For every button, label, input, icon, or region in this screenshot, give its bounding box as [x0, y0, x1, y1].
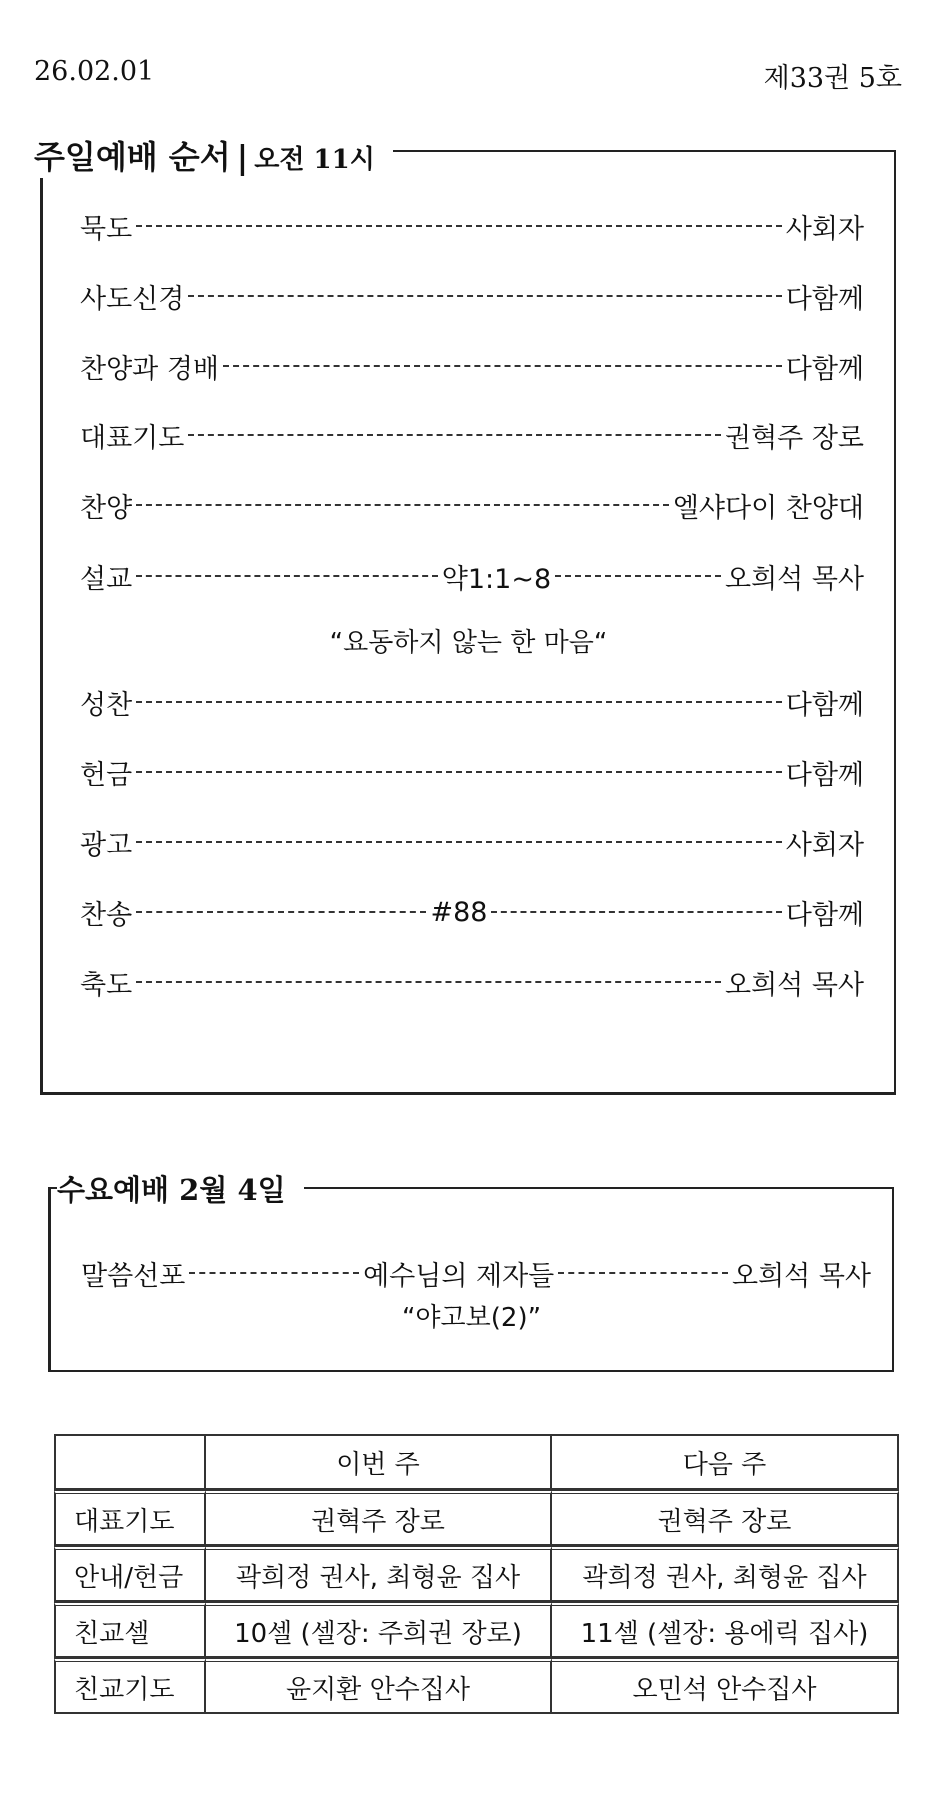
section-title-text: 주일예배 순서: [34, 138, 231, 176]
dotted-leader: [136, 841, 782, 843]
dotted-leader: [136, 225, 782, 227]
dotted-leader: [555, 575, 721, 577]
order-item-label: 대표기도: [80, 422, 185, 454]
order-item: [80, 682, 864, 722]
scripture-reference: 약1:1~8: [441, 563, 552, 595]
table-row: [54, 1490, 899, 1546]
dotted-leader: [136, 771, 782, 773]
order-item-leader: 사회자: [785, 829, 864, 861]
row-label: 친교기도: [54, 1658, 206, 1714]
order-item-leader: 다함께: [785, 353, 864, 385]
order-item-label: 성찬: [80, 689, 133, 721]
order-item-label: 설교: [80, 563, 133, 595]
order-item: [80, 822, 864, 862]
hymn-number: #88: [430, 896, 488, 928]
table-cell: 11셀 (셀장: 용에릭 집사): [552, 1602, 899, 1658]
dotted-leader: [136, 575, 438, 577]
order-item-label: 찬양: [80, 492, 133, 524]
sermon-title: “요동하지 않는 한 마음“: [329, 628, 608, 658]
order-item-label: 헌금: [80, 759, 133, 791]
dotted-leader: [491, 911, 781, 913]
bulletin-date: 26.02.01: [34, 56, 155, 87]
table-header-next-week: 다음 주: [552, 1434, 899, 1490]
order-item-label: 찬송: [80, 899, 133, 931]
service-time: 오전 11시: [254, 145, 375, 175]
order-item-leader: 다함께: [785, 899, 864, 931]
sunday-service-box: [40, 150, 896, 1095]
table-header-cell: [54, 1434, 206, 1490]
row-label: 안내/헌금: [54, 1546, 206, 1602]
order-item: [80, 206, 864, 246]
order-item: [80, 276, 864, 316]
table-cell: 권혁주 장로: [552, 1490, 899, 1546]
row-label: 친교셀: [54, 1602, 206, 1658]
order-item-label: 축도: [80, 969, 133, 1001]
table-header-row: [54, 1434, 899, 1490]
wednesday-item: [81, 1253, 871, 1293]
title-separator: |: [236, 138, 249, 176]
dotted-leader: [188, 434, 721, 436]
dotted-leader: [136, 701, 782, 703]
order-item: [80, 415, 864, 455]
order-item-leader: 다함께: [785, 759, 864, 791]
table-row: [54, 1602, 899, 1658]
order-item-hymn: [80, 892, 864, 932]
wednesday-service-title: [57, 1168, 304, 1209]
dotted-leader: [223, 365, 782, 367]
order-item-sermon: [80, 556, 864, 596]
order-item-leader: 다함께: [785, 283, 864, 315]
table-header-this-week: 이번 주: [206, 1434, 552, 1490]
dotted-leader: [188, 295, 781, 297]
order-item-label: 사도신경: [80, 283, 185, 315]
table-row: [54, 1658, 899, 1714]
sermon-topic: 예수님의 제자들: [363, 1260, 555, 1292]
order-item-leader: 엘샤다이 찬양대: [672, 492, 864, 524]
sunday-service-title: [34, 132, 393, 178]
dotted-leader: [558, 1272, 728, 1274]
table-cell: 곽희정 권사, 최형윤 집사: [552, 1546, 899, 1602]
section-title-text: 수요예배 2월 4일: [57, 1173, 286, 1207]
order-item: [80, 485, 864, 525]
order-item-label: 광고: [80, 829, 133, 861]
row-label: 대표기도: [54, 1490, 206, 1546]
order-item: [80, 346, 864, 386]
order-item: [80, 962, 864, 1002]
table-cell: 10셀 (셀장: 주희권 장로): [206, 1602, 552, 1658]
wednesday-sermon-title: “야고보(2)”: [401, 1303, 542, 1333]
dotted-leader: [136, 981, 721, 983]
dotted-leader: [136, 504, 669, 506]
dotted-leader: [136, 911, 426, 913]
order-item-leader: 다함께: [785, 689, 864, 721]
table-cell: 곽희정 권사, 최형윤 집사: [206, 1546, 552, 1602]
table-cell: 권혁주 장로: [206, 1490, 552, 1546]
issue-number: 제33권 5호: [763, 63, 902, 94]
order-item-label: 말씀선포: [81, 1260, 186, 1292]
order-item-label: 찬양과 경배: [80, 353, 219, 385]
order-item-leader: 오희석 목사: [725, 563, 864, 595]
order-item: [80, 752, 864, 792]
table-row: [54, 1546, 899, 1602]
table-cell: 윤지환 안수집사: [206, 1658, 552, 1714]
wednesday-service-box: [48, 1187, 894, 1372]
table-cell: 오민석 안수집사: [552, 1658, 899, 1714]
order-item-leader: 사회자: [785, 213, 864, 245]
dotted-leader: [189, 1272, 359, 1274]
order-item-leader: 오희석 목사: [732, 1260, 872, 1292]
order-item-leader: 오희석 목사: [725, 969, 864, 1001]
order-item-label: 묵도: [80, 213, 133, 245]
order-item-leader: 권혁주 장로: [725, 422, 864, 454]
duty-schedule-table: [54, 1434, 899, 1714]
